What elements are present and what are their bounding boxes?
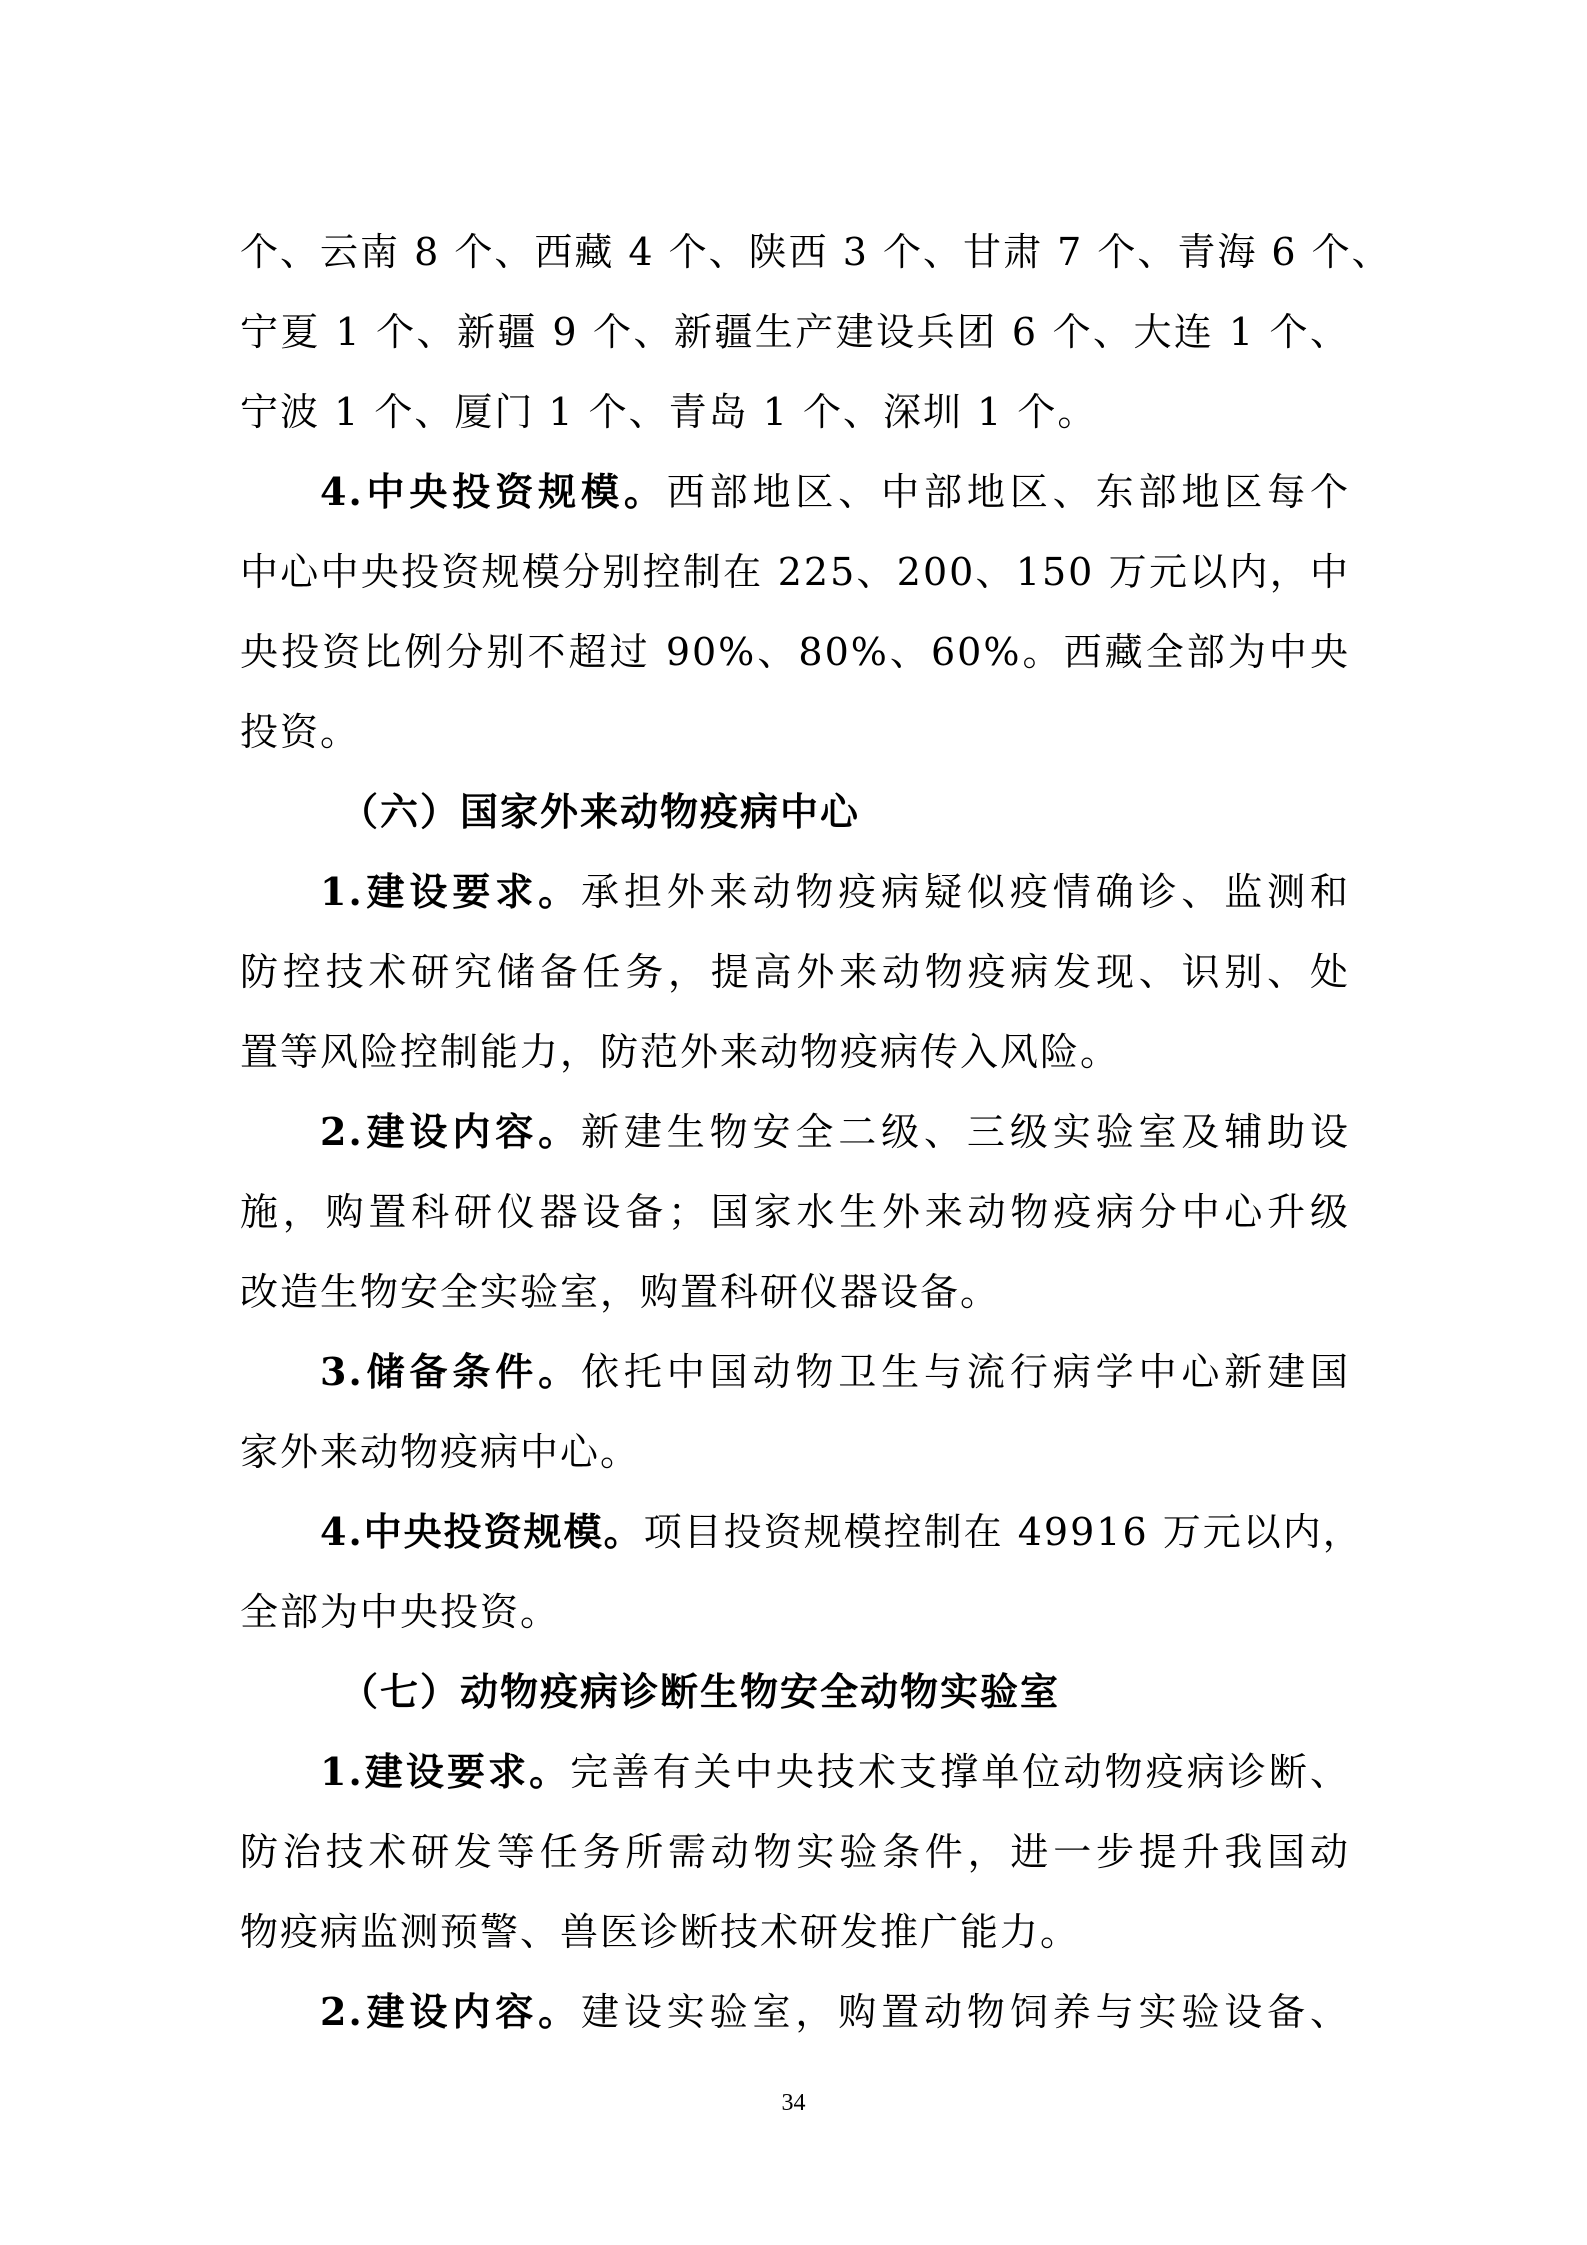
paragraph-heading-line bbox=[240, 1092, 1350, 1172]
text-span: 投资。 bbox=[240, 710, 361, 754]
text-line bbox=[240, 932, 1350, 1012]
text-line bbox=[240, 1892, 1350, 1972]
text-line bbox=[240, 1252, 1350, 1332]
paragraph-heading-line bbox=[240, 852, 1350, 932]
paragraph-heading-line bbox=[240, 1492, 1363, 1572]
text-line bbox=[240, 612, 1350, 692]
text-line bbox=[240, 212, 1392, 292]
text-span: 央投资比例分别不超过 90%、80%、60%。西藏全部为中央 bbox=[240, 630, 1350, 674]
paragraph-heading-line bbox=[240, 1332, 1350, 1412]
paragraph-heading-line bbox=[240, 452, 1350, 532]
text-line bbox=[240, 372, 1350, 452]
text-line bbox=[240, 1812, 1350, 1892]
item-heading: 1.建设要求。 bbox=[320, 1749, 571, 1794]
text-line bbox=[240, 692, 1350, 772]
text-span: 全部为中央投资。 bbox=[240, 1590, 561, 1634]
text-span: 建设实验室，购置动物饲养与实验设备、 bbox=[580, 1990, 1350, 2034]
text-line bbox=[240, 1012, 1350, 1092]
section-heading-text: （七）动物疫病诊断生物安全动物实验室 bbox=[340, 1669, 1061, 1714]
text-span: 置等风险控制能力，防范外来动物疫病传入风险。 bbox=[240, 1030, 1121, 1074]
item-heading: 2.建设内容。 bbox=[320, 1989, 581, 2034]
text-line bbox=[240, 1412, 1350, 1492]
text-span: 个、云南 8 个、西藏 4 个、陕西 3 个、甘肃 7 个、青海 6 个、 bbox=[240, 230, 1392, 274]
item-heading: 4.中央投资规模。 bbox=[320, 469, 667, 514]
text-span: 宁波 1 个、厦门 1 个、青岛 1 个、深圳 1 个。 bbox=[240, 390, 1098, 434]
text-line bbox=[240, 292, 1350, 372]
paragraph-heading-line bbox=[240, 1732, 1350, 1812]
document-body bbox=[240, 212, 1392, 2052]
section-heading-7 bbox=[240, 1652, 1350, 1732]
item-heading: 1.建设要求。 bbox=[320, 869, 581, 914]
text-span: 依托中国动物卫生与流行病学中心新建国 bbox=[580, 1350, 1350, 1394]
text-span: 改造生物安全实验室，购置科研仪器设备。 bbox=[240, 1270, 1001, 1314]
text-span: 承担外来动物疫病疑似疫情确诊、监测和 bbox=[580, 870, 1350, 914]
text-span: 完善有关中央技术支撑单位动物疫病诊断、 bbox=[570, 1750, 1350, 1794]
page-number: 34 bbox=[781, 2090, 806, 2116]
text-span: 西部地区、中部地区、东部地区每个 bbox=[666, 470, 1350, 514]
text-span: 物疫病监测预警、兽医诊断技术研发推广能力。 bbox=[240, 1910, 1081, 1954]
text-span: 家外来动物疫病中心。 bbox=[240, 1430, 641, 1474]
text-span: 防治技术研发等任务所需动物实验条件，进一步提升我国动 bbox=[240, 1830, 1350, 1874]
text-line bbox=[240, 1172, 1350, 1252]
item-heading: 2.建设内容。 bbox=[320, 1109, 581, 1154]
text-span: 施，购置科研仪器设备；国家水生外来动物疫病分中心升级 bbox=[240, 1190, 1350, 1234]
section-heading-6 bbox=[240, 772, 1350, 852]
text-span: 宁夏 1 个、新疆 9 个、新疆生产建设兵团 6 个、大连 1 个、 bbox=[240, 310, 1350, 354]
text-span: 中心中央投资规模分别控制在 225、200、150 万元以内，中 bbox=[240, 550, 1350, 594]
text-span: 项目投资规模控制在 49916 万元以内， bbox=[643, 1510, 1363, 1554]
text-line bbox=[240, 532, 1350, 612]
item-heading: 3.储备条件。 bbox=[320, 1349, 581, 1394]
text-span: 防控技术研究储备任务，提高外来动物疫病发现、识别、处 bbox=[240, 950, 1350, 994]
text-line bbox=[240, 1572, 1350, 1652]
item-heading: 4.中央投资规模。 bbox=[320, 1509, 644, 1554]
text-span: 新建生物安全二级、三级实验室及辅助设 bbox=[580, 1110, 1350, 1154]
section-heading-text: （六）国家外来动物疫病中心 bbox=[340, 789, 861, 834]
paragraph-heading-line bbox=[240, 1972, 1350, 2052]
